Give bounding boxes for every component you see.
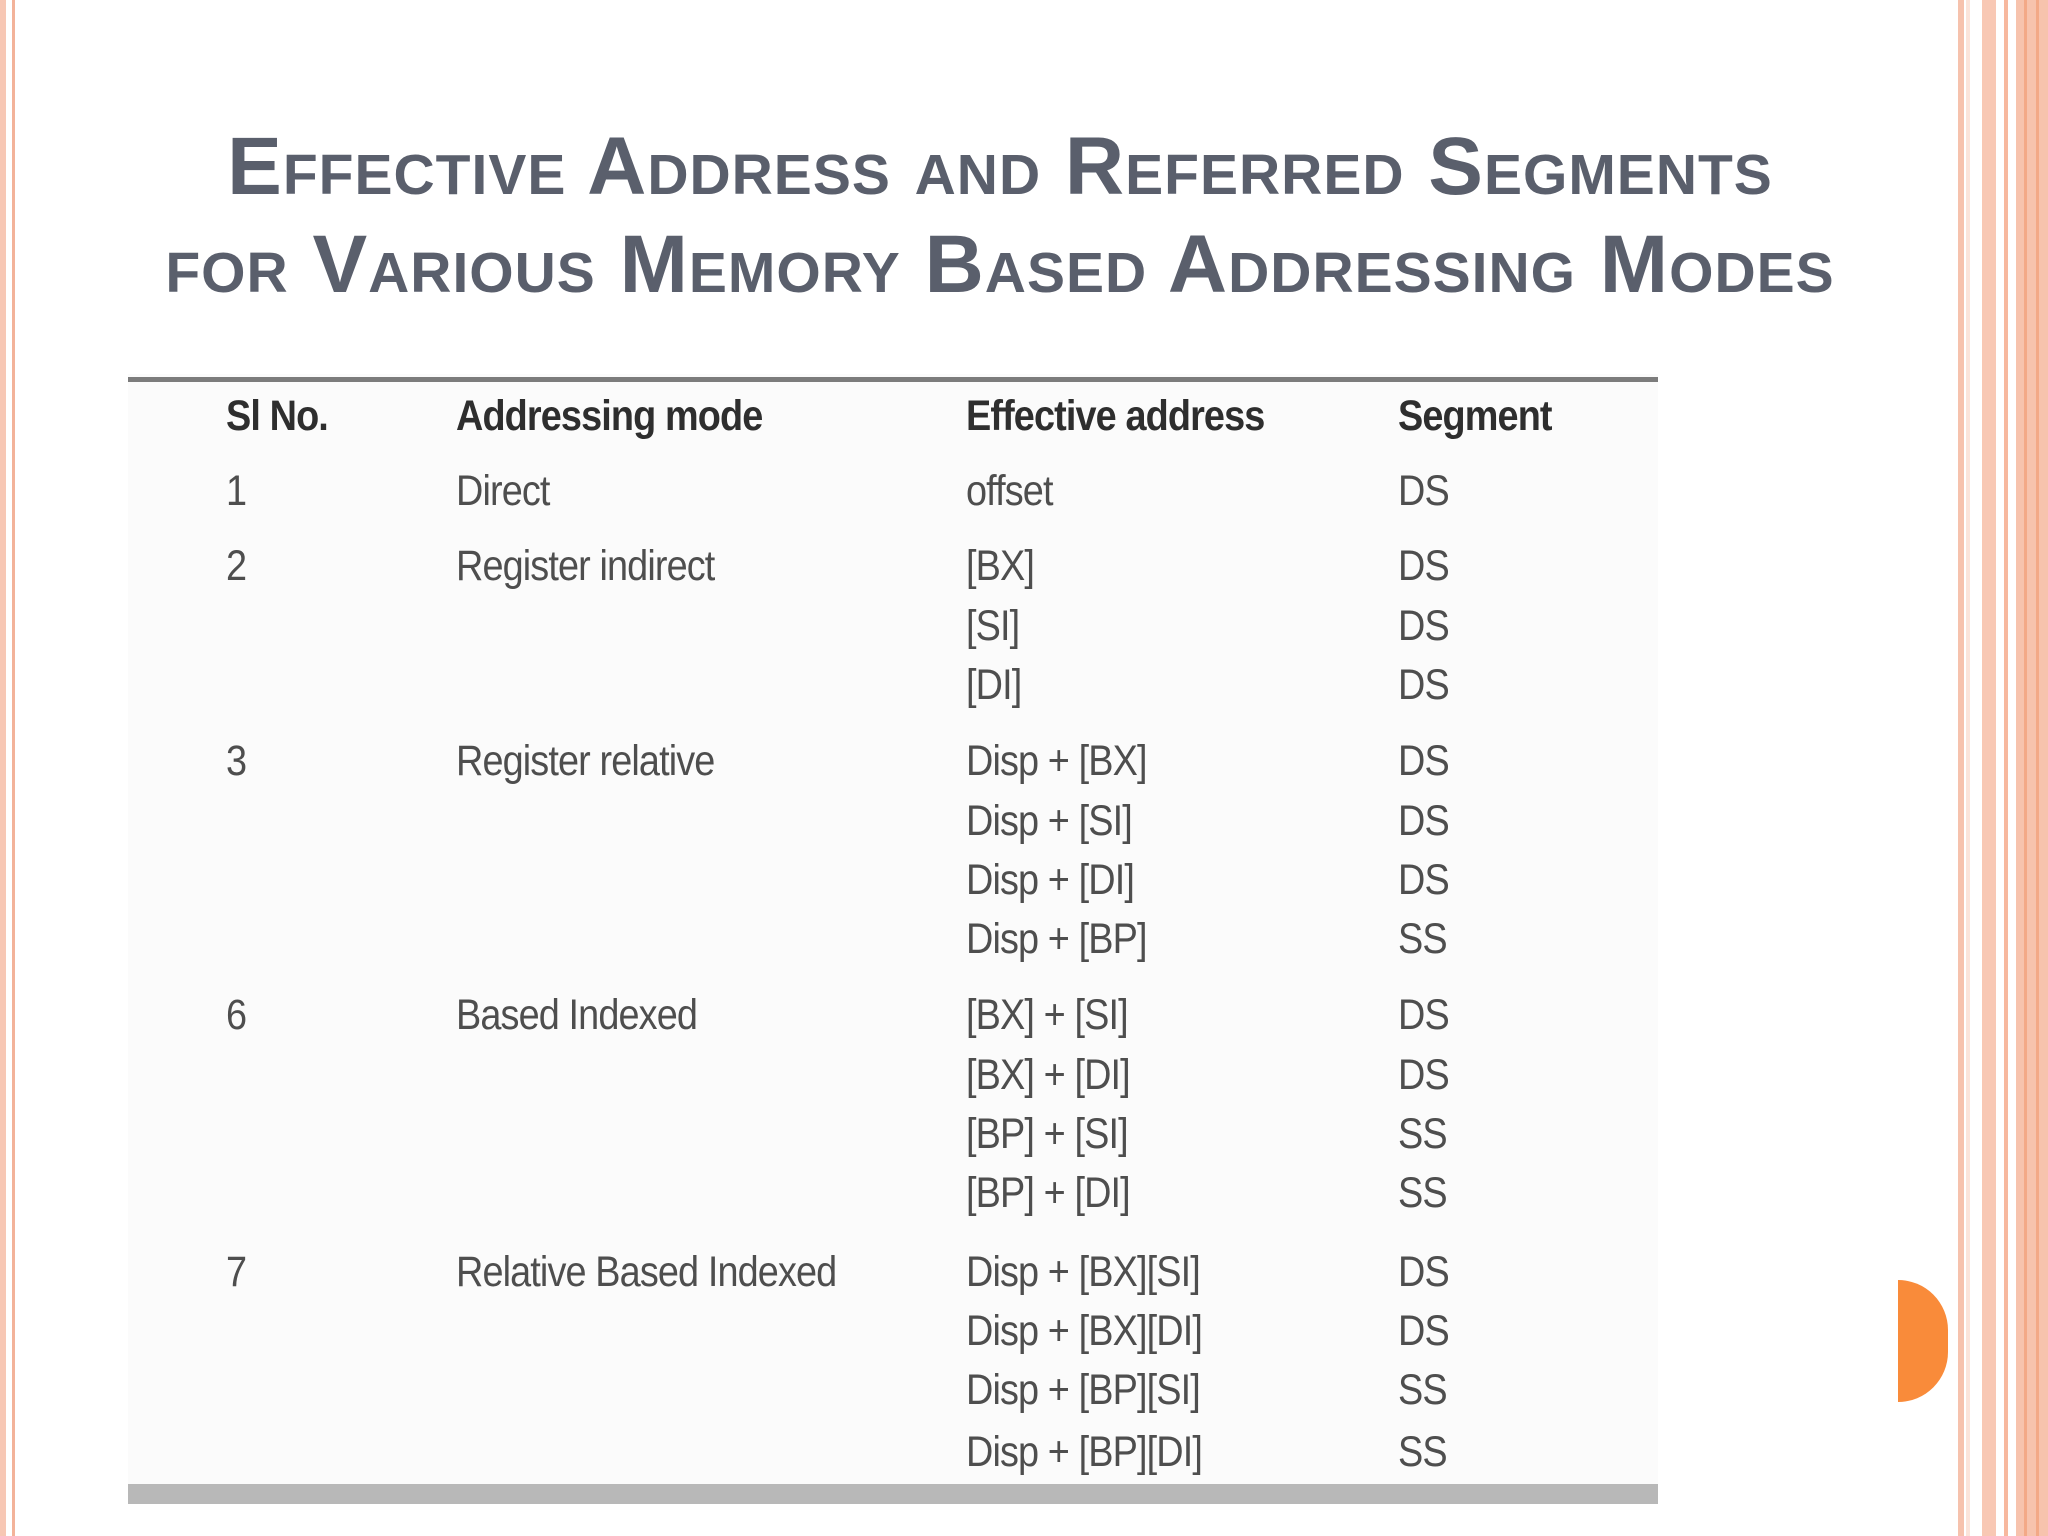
row-effective-address: Disp + [BP][DI]: [966, 1428, 1203, 1476]
row-segment: DS: [1398, 602, 1449, 650]
row-effective-address: [SI]: [966, 602, 1020, 650]
row-segment: DS: [1398, 797, 1449, 845]
row-effective-address: Disp + [BP]: [966, 915, 1147, 963]
row-effective-address: [BP] + [SI]: [966, 1110, 1128, 1158]
row-effective-address: Disp + [BX][SI]: [966, 1248, 1200, 1296]
row-effective-address: [BP] + [DI]: [966, 1169, 1130, 1217]
row-segment: DS: [1398, 661, 1449, 709]
row-sl-no: 3: [226, 737, 247, 785]
row-addressing-mode: Based Indexed: [456, 991, 698, 1039]
row-addressing-mode: Register relative: [456, 737, 715, 785]
slide-title-line-1: Effective Address and Referred Segments: [227, 121, 1773, 212]
row-segment: DS: [1398, 542, 1449, 590]
row-effective-address: [DI]: [966, 661, 1022, 709]
row-sl-no: 6: [226, 991, 247, 1039]
row-segment: DS: [1398, 856, 1449, 904]
row-sl-no: 7: [226, 1248, 247, 1296]
row-addressing-mode: Relative Based Indexed: [456, 1248, 837, 1296]
row-segment: DS: [1398, 737, 1449, 785]
header-sl-no: Sl No.: [226, 392, 328, 440]
row-effective-address: [BX]: [966, 542, 1034, 590]
row-segment: SS: [1398, 1110, 1447, 1158]
row-segment: SS: [1398, 915, 1447, 963]
row-segment: DS: [1398, 1248, 1449, 1296]
row-addressing-mode: Direct: [456, 467, 550, 515]
row-effective-address: [BX] + [DI]: [966, 1051, 1130, 1099]
row-segment: DS: [1398, 467, 1449, 515]
row-effective-address: offset: [966, 467, 1053, 515]
header-segment: Segment: [1398, 392, 1552, 440]
slide-title-line-2: for Various Memory Based Addressing Modes: [165, 219, 1835, 310]
row-effective-address: Disp + [BX][DI]: [966, 1307, 1203, 1355]
row-sl-no: 2: [226, 542, 247, 590]
row-sl-no: 1: [226, 467, 247, 515]
row-effective-address: Disp + [BX]: [966, 737, 1147, 785]
row-effective-address: Disp + [BP][SI]: [966, 1366, 1200, 1414]
row-segment: SS: [1398, 1428, 1447, 1476]
row-effective-address: [BX] + [SI]: [966, 991, 1128, 1039]
row-segment: DS: [1398, 991, 1449, 1039]
row-segment: SS: [1398, 1366, 1447, 1414]
row-segment: SS: [1398, 1169, 1447, 1217]
row-addressing-mode: Register indirect: [456, 542, 715, 590]
row-effective-address: Disp + [DI]: [966, 856, 1135, 904]
header-effective-address: Effective address: [966, 392, 1265, 440]
row-segment: DS: [1398, 1307, 1449, 1355]
row-effective-address: Disp + [SI]: [966, 797, 1132, 845]
header-addressing-mode: Addressing mode: [456, 392, 763, 440]
row-segment: DS: [1398, 1051, 1449, 1099]
